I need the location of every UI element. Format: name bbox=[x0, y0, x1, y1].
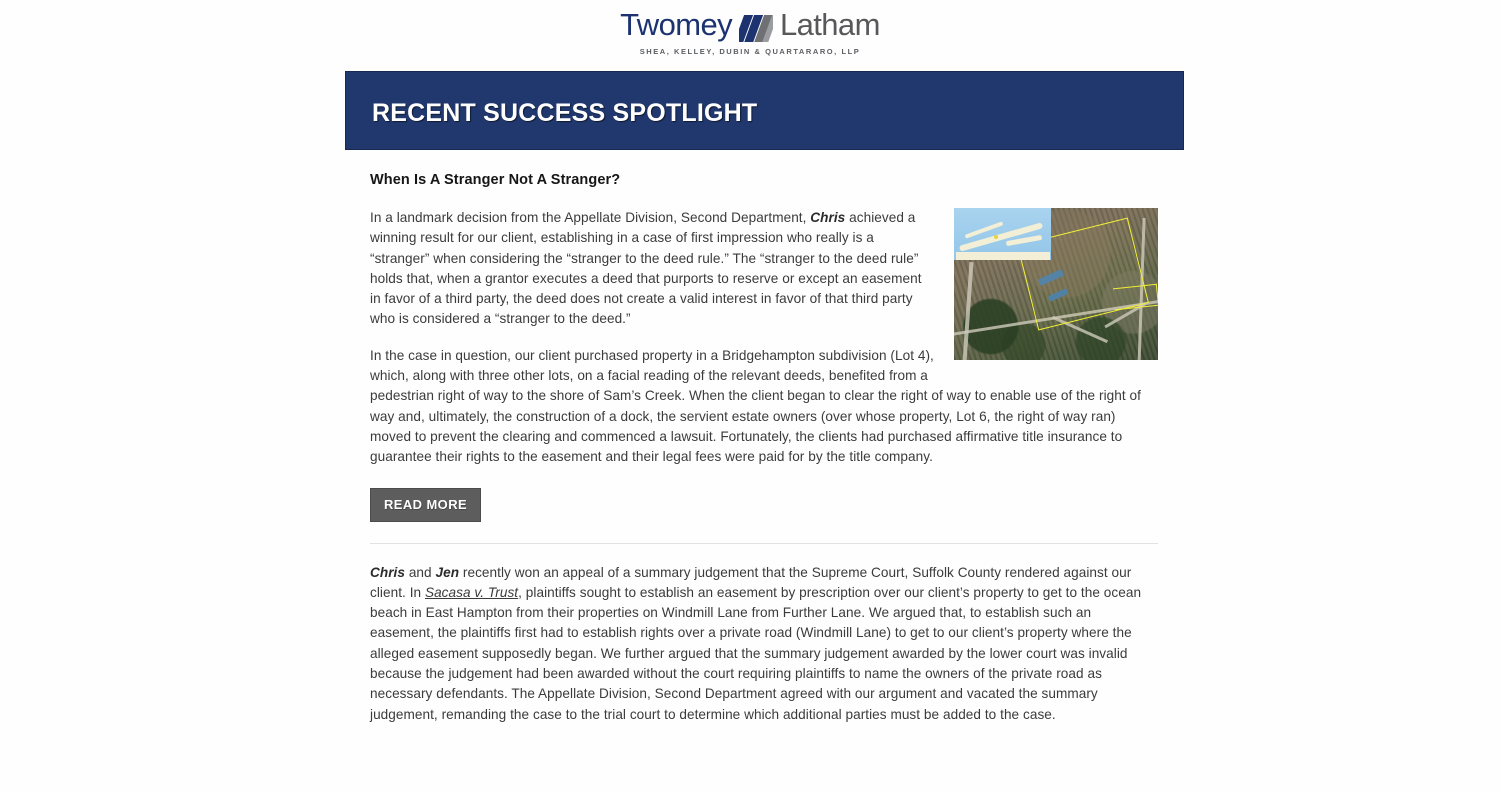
brand-header bbox=[0, 8, 1500, 60]
article2-paragraph bbox=[370, 563, 1158, 725]
article-paragraph-2: In the case in question, our client purchased property in a Bridgehampton subdivision (Lot 4), which, along with three other lots, on a facial reading of the relevant deeds, benefited from a pedestrian right of way to the shore of Sam’s Creek. When the client began to clear the right of way to enable use of the right of way and, ultimately, the construction of a dock, the servient estate owners (over whose property, Lot 6, the right of way ran) moved to prevent the clearing and commenced a lawsuit. Fortunately, the clients had purchased affirmative title insurance to guarantee their rights to the easement and their legal fees were paid for by the title company. bbox=[370, 347, 1141, 465]
aerial-satellite-parcel-map-image[interactable] bbox=[954, 208, 1158, 360]
parcel-boundary-outline-extension bbox=[1113, 284, 1158, 310]
article2-text-rest: , plaintiffs sought to establish an easement by prescription over our client’s property to get to the ocean beach in East Hampton from their properties on Windmill Lane from Further Lane. We argued that, to establish such an easement, the plaintiffs first had to establish rights over a private road (Windmill Lane) to get to our client’s property where the alleged easement supposedly began. We further argued that the summary judgement awarded by the lower court was invalid because the judgement had been awarded without the court requiring plaintiffs to name the owners of the private road as necessary defendants. The Appellate Division, Second Department agreed with our argument and vacated the summary judgement, remanding the case to the trial court to determine which additional parties must be added to the case. bbox=[370, 584, 1142, 722]
paragraph-1-rest: achieved a winning result for our client, establishing in a case of first impression who really is a “stranger” when considering the “stranger to the deed rule.” The “stranger to the deed rule” holds that, when a grantor executes a deed that purports to reserve or except an easement in favor of a third party, the deed does not create a valid interest in favor of that third party who is considered a “stranger to the deed.” bbox=[370, 210, 922, 327]
paragraph-1-lead: In a landmark decision from the Appellate Division, Second Department, bbox=[370, 210, 811, 225]
diagonal-bars-logo-mark-icon bbox=[739, 15, 773, 42]
long-island-locator-inset-map-icon bbox=[954, 208, 1051, 260]
attorney-name-chris: Chris bbox=[810, 210, 846, 225]
article-heading: When Is A Stranger Not A Stranger? bbox=[370, 172, 621, 188]
banner-title: RECENT SUCCESS SPOTLIGHT bbox=[372, 99, 758, 127]
attorney-name-chris-2: Chris bbox=[370, 564, 405, 580]
attorney-name-jen: Jen bbox=[435, 564, 460, 580]
newsletter-body bbox=[345, 150, 1184, 725]
case-citation: Sacasa v. Trust bbox=[424, 584, 519, 600]
read-more-button[interactable]: READ MORE bbox=[370, 488, 481, 522]
firm-logo[interactable] bbox=[609, 8, 891, 58]
spotlight-banner bbox=[345, 71, 1184, 150]
logo-text-latham: Latham bbox=[780, 7, 880, 42]
read-more-container bbox=[370, 468, 1158, 522]
logo-wordmark-row bbox=[609, 8, 891, 44]
logo-partners-subtitle: SHEA, KELLEY, DUBIN & QUARTARARO, LLP bbox=[639, 47, 861, 56]
article2-text-lead: recently won an appeal of a summary judgement that the Supreme Court, Suffolk County rendered against our client. In bbox=[370, 564, 1132, 600]
article-section-2 bbox=[370, 544, 1158, 725]
article2-conjunction: and bbox=[405, 564, 436, 580]
logo-text-twomey: Twomey bbox=[620, 7, 732, 42]
